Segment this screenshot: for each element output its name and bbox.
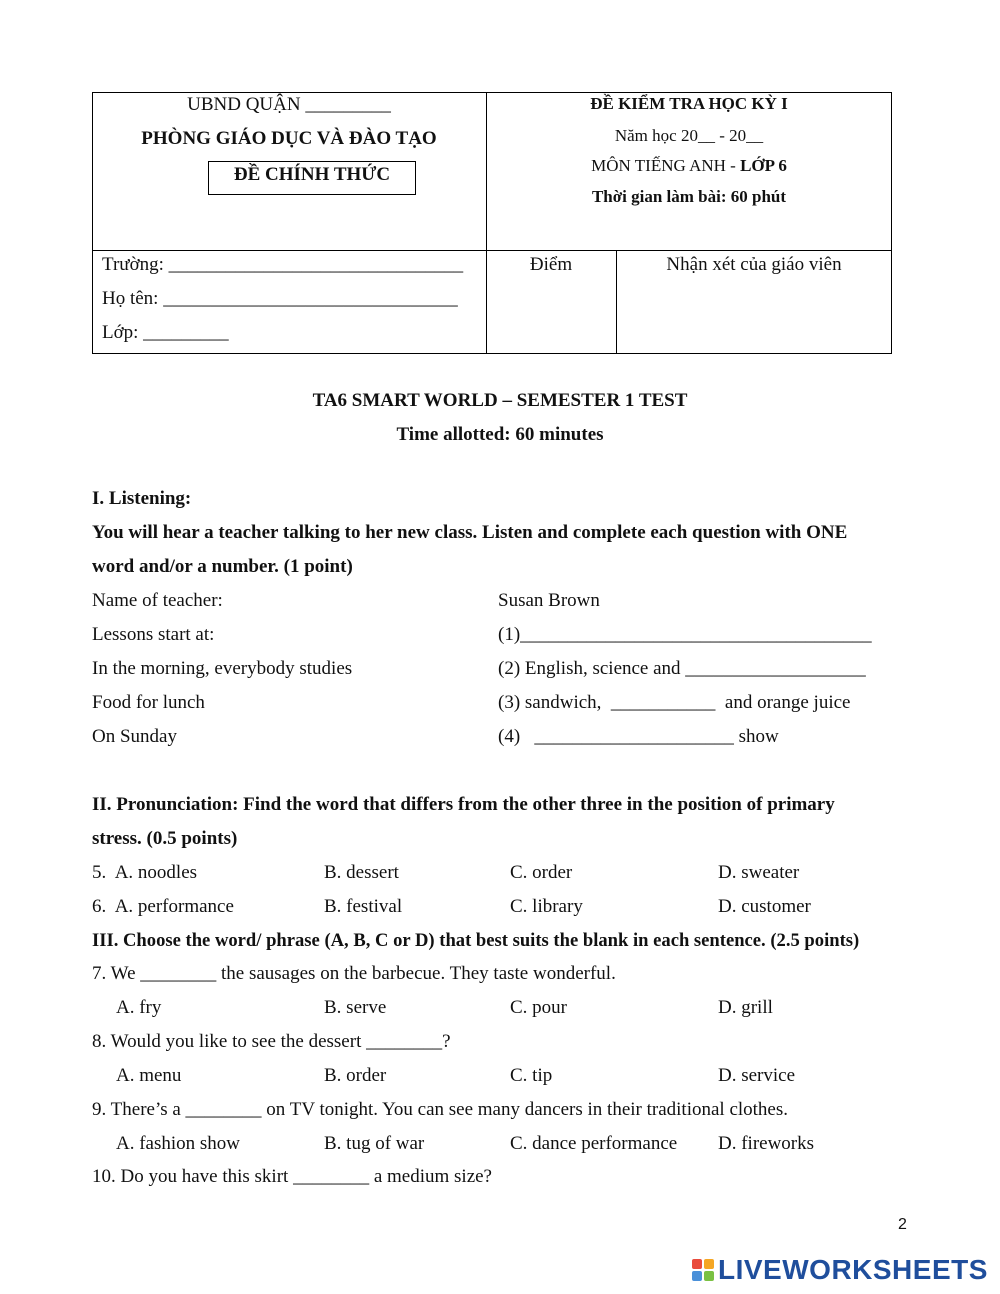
test-title: TA6 SMART WORLD – SEMESTER 1 TEST <box>312 390 688 411</box>
option-d[interactable]: D. customer <box>718 896 811 917</box>
listening-row-label: Name of teacher: <box>92 590 223 611</box>
option-d[interactable]: D. service <box>718 1065 796 1086</box>
section-vocabulary-title: III. Choose the word/ phrase (A, B, C or D) that best suits the blank in each sentence. (2.5 points) <box>92 930 860 951</box>
option-c[interactable]: C. pour <box>510 997 567 1018</box>
listening-row-label: Food for lunch <box>92 692 205 713</box>
school-field[interactable]: Trường: _______________________________ <box>102 254 464 275</box>
liveworksheets-logo-text: LIVEWORKSHEETS <box>718 1254 988 1285</box>
class-field[interactable]: Lớp: _________ <box>102 322 229 343</box>
subject-line <box>486 156 892 176</box>
option-b[interactable]: B. dessert <box>324 862 399 883</box>
question-stem: 9. There’s a ________ on TV tonight. You can see many dancers in their traditional clothes. <box>92 1099 789 1120</box>
district-label: UBND QUẬN _________ <box>187 94 391 115</box>
teacher-comment-label: Nhận xét của giáo viên <box>666 254 842 275</box>
name-field[interactable]: Họ tên: _______________________________ <box>102 288 458 309</box>
score-label: Điểm <box>529 254 573 275</box>
listening-row-value: Susan Brown <box>498 590 600 611</box>
official-label: ĐỀ CHÍNH THỨC <box>208 161 416 195</box>
section-listening-instruction-2: word and/or a number. (1 point) <box>92 556 353 577</box>
option-b[interactable]: B. order <box>324 1065 387 1086</box>
question-stem: 7. We ________ the sausages on the barbecue. They taste wonderful. <box>92 963 616 984</box>
liveworksheets-logo <box>692 1254 988 1286</box>
listening-row-label: In the morning, everybody studies <box>92 658 353 679</box>
school-year: Năm học 20__ - 20__ <box>614 126 764 145</box>
option-a[interactable]: A. fry <box>116 997 162 1018</box>
answer-blank-2[interactable]: (2) English, science and ___________________ <box>498 658 866 679</box>
duration-label: Thời gian làm bài: 60 phút <box>591 187 787 206</box>
option-a[interactable]: A. menu <box>116 1065 182 1086</box>
question-stem: 8. Would you like to see the dessert ________? <box>92 1031 451 1052</box>
subject-prefix: MÔN TIẾNG ANH - <box>591 156 741 175</box>
section-pronunciation-title-2: stress. (0.5 points) <box>92 828 238 849</box>
liveworksheets-logo-icon <box>692 1259 714 1281</box>
answer-blank-4[interactable]: (4) _____________________ show <box>498 726 779 747</box>
time-allotted: Time allotted: 60 minutes <box>396 424 604 445</box>
option-c[interactable]: C. tip <box>510 1065 553 1086</box>
section-listening-title: I. Listening: <box>92 488 192 509</box>
option-a[interactable]: A. fashion show <box>116 1133 241 1154</box>
listening-row-label: Lessons start at: <box>92 624 215 645</box>
option-a[interactable]: 5. A. noodles <box>92 862 198 883</box>
option-c[interactable]: C. library <box>510 896 583 917</box>
page-number: 2 <box>898 1216 907 1233</box>
option-d[interactable]: D. grill <box>718 997 773 1018</box>
question-stem: 10. Do you have this skirt ________ a medium size? <box>92 1166 492 1187</box>
option-b[interactable]: B. tug of war <box>324 1133 425 1154</box>
department-label: PHÒNG GIÁO DỤC VÀ ĐÀO TẠO <box>141 128 437 149</box>
option-d[interactable]: D. fireworks <box>718 1133 815 1154</box>
listening-row-label: On Sunday <box>92 726 177 747</box>
section-listening-instruction-1: You will hear a teacher talking to her new class. Listen and complete each question with ONE <box>92 522 848 543</box>
option-d[interactable]: D. sweater <box>718 862 800 883</box>
answer-blank-3[interactable]: (3) sandwich, ___________ and orange juice <box>498 692 851 713</box>
answer-blank-1[interactable]: (1)_____________________________________ <box>498 624 872 645</box>
option-c[interactable]: C. dance performance <box>510 1133 678 1154</box>
option-c[interactable]: C. order <box>510 862 573 883</box>
header-divider-horizontal <box>92 250 892 251</box>
option-b[interactable]: B. serve <box>324 997 387 1018</box>
section-pronunciation-title-1: II. Pronunciation: Find the word that differs from the other three in the position of primary <box>92 794 835 815</box>
exam-title: ĐỀ KIỂM TRA HỌC KỲ I <box>590 94 788 113</box>
option-a[interactable]: 6. A. performance <box>92 896 234 917</box>
subject-grade: LỚP 6 <box>740 156 787 175</box>
option-b[interactable]: B. festival <box>324 896 403 917</box>
